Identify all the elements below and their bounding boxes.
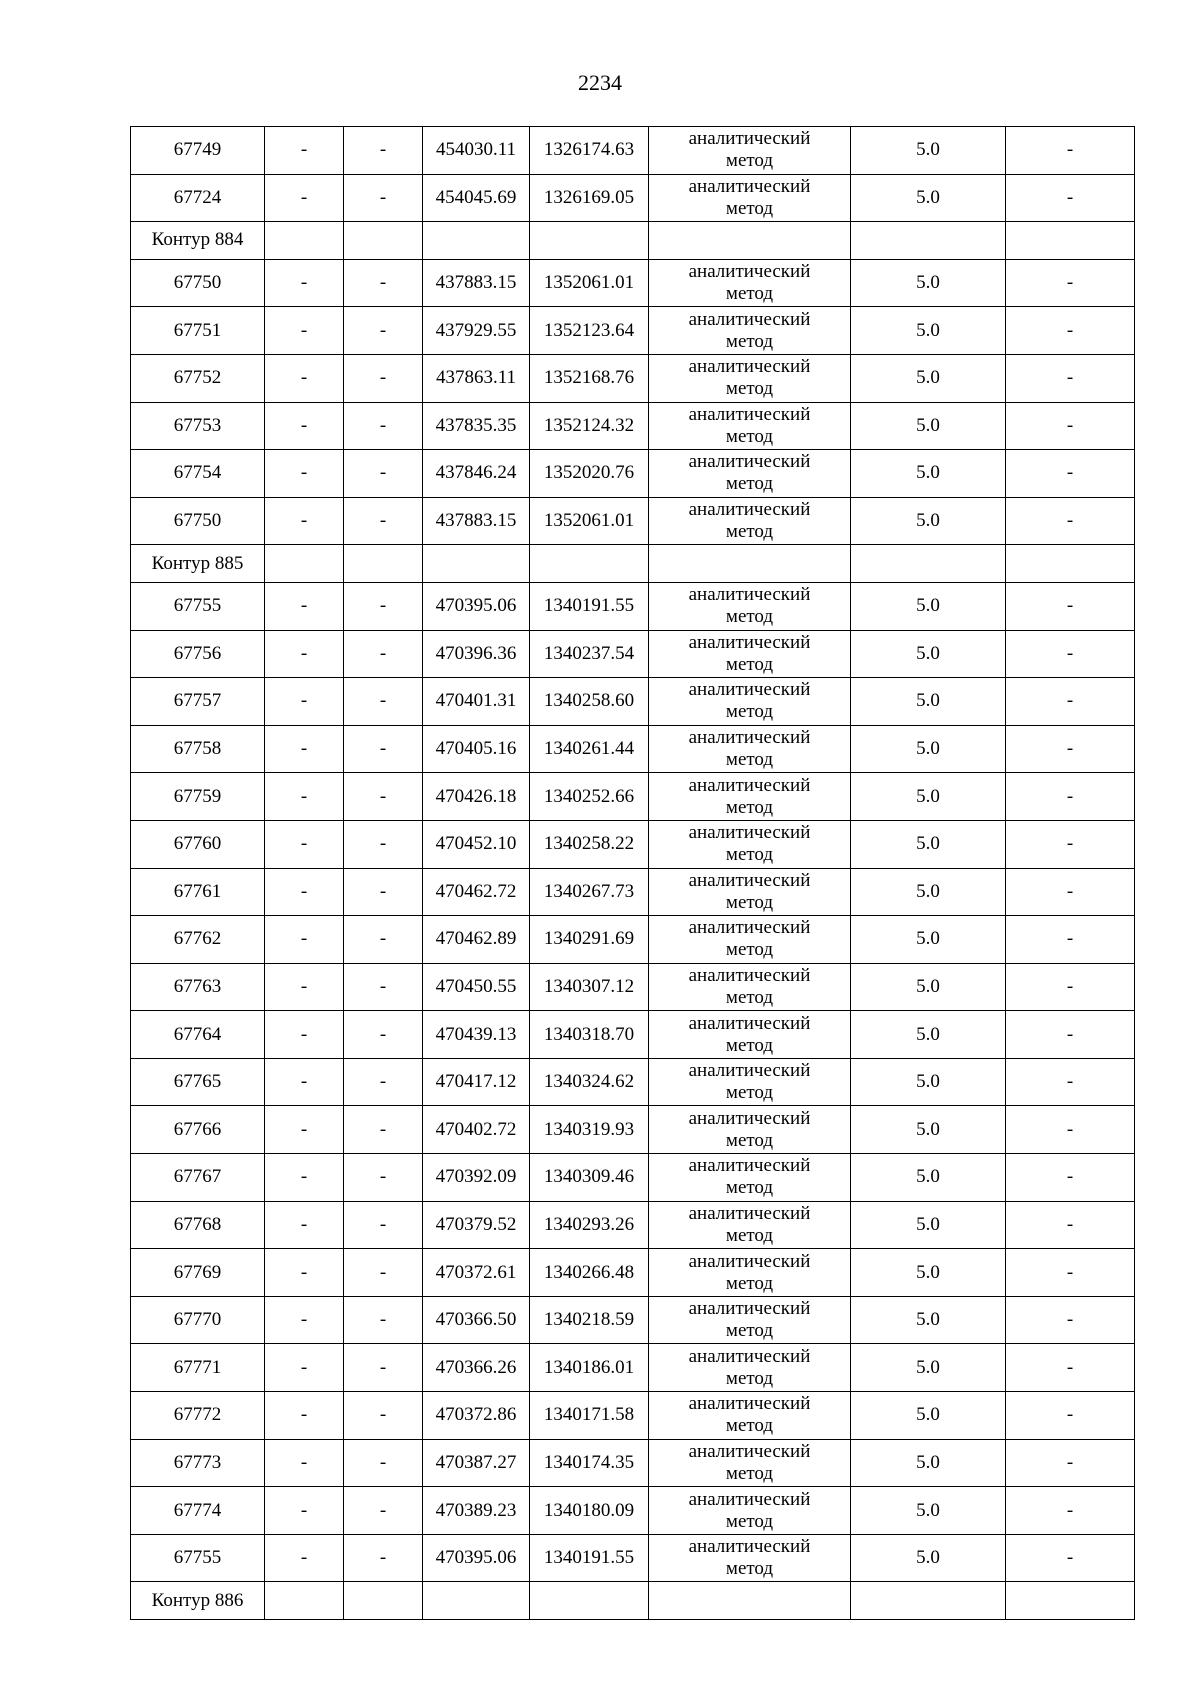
coord-y-cell: 1326169.05 bbox=[530, 174, 649, 222]
col-8-cell: - bbox=[1006, 916, 1135, 964]
table-row bbox=[131, 678, 1135, 726]
col-2-cell: - bbox=[265, 174, 344, 222]
col-8-cell: - bbox=[1006, 174, 1135, 222]
accuracy-cell: 5.0 bbox=[851, 1106, 1006, 1154]
accuracy-cell: 5.0 bbox=[851, 1534, 1006, 1582]
col-3-cell: - bbox=[344, 1011, 423, 1059]
coord-x-cell: 470401.31 bbox=[423, 678, 530, 726]
empty-cell bbox=[423, 1582, 530, 1620]
empty-cell bbox=[851, 222, 1006, 260]
empty-cell bbox=[423, 222, 530, 260]
coord-x-cell: 437846.24 bbox=[423, 450, 530, 498]
col-3-cell: - bbox=[344, 1249, 423, 1297]
col-8-cell: - bbox=[1006, 1154, 1135, 1202]
col-8-cell: - bbox=[1006, 1487, 1135, 1535]
point-number-cell: 67773 bbox=[131, 1439, 265, 1487]
accuracy-cell: 5.0 bbox=[851, 678, 1006, 726]
accuracy-cell: 5.0 bbox=[851, 1296, 1006, 1344]
col-3-cell: - bbox=[344, 354, 423, 402]
accuracy-cell: 5.0 bbox=[851, 497, 1006, 545]
coord-y-cell: 1340267.73 bbox=[530, 868, 649, 916]
table-row bbox=[131, 307, 1135, 355]
method-cell: аналитический метод bbox=[649, 1534, 851, 1582]
empty-cell bbox=[530, 1582, 649, 1620]
col-8-cell: - bbox=[1006, 1011, 1135, 1059]
col-2-cell: - bbox=[265, 773, 344, 821]
accuracy-cell: 5.0 bbox=[851, 1201, 1006, 1249]
accuracy-cell: 5.0 bbox=[851, 963, 1006, 1011]
accuracy-cell: 5.0 bbox=[851, 354, 1006, 402]
col-3-cell: - bbox=[344, 1344, 423, 1392]
table-row bbox=[131, 725, 1135, 773]
col-8-cell: - bbox=[1006, 1392, 1135, 1440]
coord-y-cell: 1340218.59 bbox=[530, 1296, 649, 1344]
point-number-cell: 67760 bbox=[131, 820, 265, 868]
coord-y-cell: 1340258.22 bbox=[530, 820, 649, 868]
col-3-cell: - bbox=[344, 1058, 423, 1106]
coord-y-cell: 1340318.70 bbox=[530, 1011, 649, 1059]
coord-y-cell: 1340258.60 bbox=[530, 678, 649, 726]
col-8-cell: - bbox=[1006, 307, 1135, 355]
coord-y-cell: 1340324.62 bbox=[530, 1058, 649, 1106]
coord-x-cell: 470402.72 bbox=[423, 1106, 530, 1154]
col-2-cell: - bbox=[265, 725, 344, 773]
accuracy-cell: 5.0 bbox=[851, 1011, 1006, 1059]
coord-y-cell: 1340266.48 bbox=[530, 1249, 649, 1297]
accuracy-cell: 5.0 bbox=[851, 1439, 1006, 1487]
empty-cell bbox=[423, 545, 530, 583]
coord-x-cell: 470405.16 bbox=[423, 725, 530, 773]
coord-x-cell: 470366.26 bbox=[423, 1344, 530, 1392]
col-3-cell: - bbox=[344, 868, 423, 916]
col-8-cell: - bbox=[1006, 868, 1135, 916]
col-2-cell: - bbox=[265, 630, 344, 678]
coord-y-cell: 1340237.54 bbox=[530, 630, 649, 678]
accuracy-cell: 5.0 bbox=[851, 868, 1006, 916]
contour-header-row bbox=[131, 1582, 1135, 1620]
empty-cell bbox=[344, 545, 423, 583]
col-2-cell: - bbox=[265, 1534, 344, 1582]
table-row bbox=[131, 820, 1135, 868]
accuracy-cell: 5.0 bbox=[851, 127, 1006, 175]
table-row bbox=[131, 1344, 1135, 1392]
coord-x-cell: 470372.86 bbox=[423, 1392, 530, 1440]
col-8-cell: - bbox=[1006, 1296, 1135, 1344]
table-row bbox=[131, 1154, 1135, 1202]
point-number-cell: 67752 bbox=[131, 354, 265, 402]
method-cell: аналитический метод bbox=[649, 1011, 851, 1059]
empty-cell bbox=[649, 222, 851, 260]
col-3-cell: - bbox=[344, 820, 423, 868]
col-3-cell: - bbox=[344, 963, 423, 1011]
contour-label: Контур 886 bbox=[131, 1582, 265, 1620]
coord-x-cell: 437863.11 bbox=[423, 354, 530, 402]
empty-cell bbox=[1006, 1582, 1135, 1620]
coord-x-cell: 454030.11 bbox=[423, 127, 530, 175]
point-number-cell: 67756 bbox=[131, 630, 265, 678]
contour-label: Контур 884 bbox=[131, 222, 265, 260]
col-3-cell: - bbox=[344, 1201, 423, 1249]
method-cell: аналитический метод bbox=[649, 259, 851, 307]
col-3-cell: - bbox=[344, 1439, 423, 1487]
accuracy-cell: 5.0 bbox=[851, 582, 1006, 630]
method-cell: аналитический метод bbox=[649, 1201, 851, 1249]
table-row bbox=[131, 1106, 1135, 1154]
accuracy-cell: 5.0 bbox=[851, 725, 1006, 773]
col-2-cell: - bbox=[265, 916, 344, 964]
col-3-cell: - bbox=[344, 1296, 423, 1344]
accuracy-cell: 5.0 bbox=[851, 174, 1006, 222]
empty-cell bbox=[265, 545, 344, 583]
method-cell: аналитический метод bbox=[649, 773, 851, 821]
table-row bbox=[131, 916, 1135, 964]
col-2-cell: - bbox=[265, 1201, 344, 1249]
table-row bbox=[131, 1058, 1135, 1106]
col-8-cell: - bbox=[1006, 725, 1135, 773]
col-8-cell: - bbox=[1006, 1439, 1135, 1487]
method-cell: аналитический метод bbox=[649, 820, 851, 868]
coord-y-cell: 1352123.64 bbox=[530, 307, 649, 355]
coord-y-cell: 1340180.09 bbox=[530, 1487, 649, 1535]
accuracy-cell: 5.0 bbox=[851, 820, 1006, 868]
accuracy-cell: 5.0 bbox=[851, 916, 1006, 964]
coord-x-cell: 470439.13 bbox=[423, 1011, 530, 1059]
col-2-cell: - bbox=[265, 307, 344, 355]
col-8-cell: - bbox=[1006, 127, 1135, 175]
col-8-cell: - bbox=[1006, 497, 1135, 545]
accuracy-cell: 5.0 bbox=[851, 1249, 1006, 1297]
accuracy-cell: 5.0 bbox=[851, 1154, 1006, 1202]
method-cell: аналитический метод bbox=[649, 582, 851, 630]
col-2-cell: - bbox=[265, 1439, 344, 1487]
method-cell: аналитический метод bbox=[649, 1487, 851, 1535]
col-2-cell: - bbox=[265, 582, 344, 630]
coord-x-cell: 470462.89 bbox=[423, 916, 530, 964]
coord-y-cell: 1340174.35 bbox=[530, 1439, 649, 1487]
page-number: 2234 bbox=[578, 70, 622, 95]
point-number-cell: 67765 bbox=[131, 1058, 265, 1106]
col-2-cell: - bbox=[265, 1392, 344, 1440]
table-row bbox=[131, 450, 1135, 498]
col-2-cell: - bbox=[265, 1344, 344, 1392]
col-2-cell: - bbox=[265, 354, 344, 402]
col-3-cell: - bbox=[344, 450, 423, 498]
method-cell: аналитический метод bbox=[649, 307, 851, 355]
point-number-cell: 67749 bbox=[131, 127, 265, 175]
table-row bbox=[131, 1439, 1135, 1487]
method-cell: аналитический метод bbox=[649, 1154, 851, 1202]
method-cell: аналитический метод bbox=[649, 354, 851, 402]
method-cell: аналитический метод bbox=[649, 497, 851, 545]
coord-x-cell: 470452.10 bbox=[423, 820, 530, 868]
coord-x-cell: 470379.52 bbox=[423, 1201, 530, 1249]
table-row bbox=[131, 1011, 1135, 1059]
table-row bbox=[131, 1296, 1135, 1344]
table-row bbox=[131, 1249, 1135, 1297]
col-2-cell: - bbox=[265, 259, 344, 307]
empty-cell bbox=[649, 1582, 851, 1620]
accuracy-cell: 5.0 bbox=[851, 1487, 1006, 1535]
method-cell: аналитический метод bbox=[649, 127, 851, 175]
coord-y-cell: 1326174.63 bbox=[530, 127, 649, 175]
method-cell: аналитический метод bbox=[649, 1392, 851, 1440]
col-2-cell: - bbox=[265, 450, 344, 498]
point-number-cell: 67767 bbox=[131, 1154, 265, 1202]
table-row bbox=[131, 174, 1135, 222]
col-2-cell: - bbox=[265, 1011, 344, 1059]
col-2-cell: - bbox=[265, 402, 344, 450]
method-cell: аналитический метод bbox=[649, 1106, 851, 1154]
coord-y-cell: 1340191.55 bbox=[530, 1534, 649, 1582]
accuracy-cell: 5.0 bbox=[851, 630, 1006, 678]
col-3-cell: - bbox=[344, 630, 423, 678]
empty-cell bbox=[265, 222, 344, 260]
table-row bbox=[131, 773, 1135, 821]
method-cell: аналитический метод bbox=[649, 725, 851, 773]
coord-y-cell: 1352061.01 bbox=[530, 259, 649, 307]
point-number-cell: 67724 bbox=[131, 174, 265, 222]
coord-x-cell: 470372.61 bbox=[423, 1249, 530, 1297]
point-number-cell: 67766 bbox=[131, 1106, 265, 1154]
table-row bbox=[131, 1392, 1135, 1440]
col-8-cell: - bbox=[1006, 402, 1135, 450]
col-2-cell: - bbox=[265, 820, 344, 868]
empty-cell bbox=[344, 1582, 423, 1620]
coord-y-cell: 1352168.76 bbox=[530, 354, 649, 402]
col-8-cell: - bbox=[1006, 820, 1135, 868]
col-2-cell: - bbox=[265, 1058, 344, 1106]
point-number-cell: 67751 bbox=[131, 307, 265, 355]
contour-label: Контур 885 bbox=[131, 545, 265, 583]
point-number-cell: 67769 bbox=[131, 1249, 265, 1297]
method-cell: аналитический метод bbox=[649, 678, 851, 726]
coord-x-cell: 437883.15 bbox=[423, 259, 530, 307]
col-8-cell: - bbox=[1006, 1534, 1135, 1582]
accuracy-cell: 5.0 bbox=[851, 307, 1006, 355]
table-row bbox=[131, 582, 1135, 630]
accuracy-cell: 5.0 bbox=[851, 1392, 1006, 1440]
empty-cell bbox=[1006, 545, 1135, 583]
coord-x-cell: 470426.18 bbox=[423, 773, 530, 821]
col-3-cell: - bbox=[344, 1487, 423, 1535]
col-3-cell: - bbox=[344, 725, 423, 773]
empty-cell bbox=[851, 1582, 1006, 1620]
coord-x-cell: 470417.12 bbox=[423, 1058, 530, 1106]
table-row bbox=[131, 497, 1135, 545]
point-number-cell: 67764 bbox=[131, 1011, 265, 1059]
contour-header-row bbox=[131, 545, 1135, 583]
table-row bbox=[131, 1534, 1135, 1582]
method-cell: аналитический метод bbox=[649, 868, 851, 916]
point-number-cell: 67770 bbox=[131, 1296, 265, 1344]
point-number-cell: 67757 bbox=[131, 678, 265, 726]
coord-y-cell: 1340293.26 bbox=[530, 1201, 649, 1249]
coord-x-cell: 470396.36 bbox=[423, 630, 530, 678]
point-number-cell: 67755 bbox=[131, 1534, 265, 1582]
coord-y-cell: 1340291.69 bbox=[530, 916, 649, 964]
coord-x-cell: 470392.09 bbox=[423, 1154, 530, 1202]
col-2-cell: - bbox=[265, 1296, 344, 1344]
point-number-cell: 67759 bbox=[131, 773, 265, 821]
coord-x-cell: 437883.15 bbox=[423, 497, 530, 545]
contour-header-row bbox=[131, 222, 1135, 260]
col-2-cell: - bbox=[265, 868, 344, 916]
table-row bbox=[131, 354, 1135, 402]
point-number-cell: 67761 bbox=[131, 868, 265, 916]
col-2-cell: - bbox=[265, 963, 344, 1011]
coord-x-cell: 470450.55 bbox=[423, 963, 530, 1011]
accuracy-cell: 5.0 bbox=[851, 1058, 1006, 1106]
point-number-cell: 67771 bbox=[131, 1344, 265, 1392]
coord-y-cell: 1340319.93 bbox=[530, 1106, 649, 1154]
point-number-cell: 67758 bbox=[131, 725, 265, 773]
col-3-cell: - bbox=[344, 773, 423, 821]
empty-cell bbox=[530, 545, 649, 583]
point-number-cell: 67762 bbox=[131, 916, 265, 964]
method-cell: аналитический метод bbox=[649, 963, 851, 1011]
point-number-cell: 67753 bbox=[131, 402, 265, 450]
coord-y-cell: 1352020.76 bbox=[530, 450, 649, 498]
coord-y-cell: 1340261.44 bbox=[530, 725, 649, 773]
empty-cell bbox=[344, 222, 423, 260]
col-8-cell: - bbox=[1006, 582, 1135, 630]
accuracy-cell: 5.0 bbox=[851, 259, 1006, 307]
empty-cell bbox=[1006, 222, 1135, 260]
table-row bbox=[131, 630, 1135, 678]
point-number-cell: 67755 bbox=[131, 582, 265, 630]
coord-y-cell: 1340171.58 bbox=[530, 1392, 649, 1440]
point-number-cell: 67750 bbox=[131, 497, 265, 545]
point-number-cell: 67768 bbox=[131, 1201, 265, 1249]
method-cell: аналитический метод bbox=[649, 1296, 851, 1344]
coord-x-cell: 470395.06 bbox=[423, 1534, 530, 1582]
col-3-cell: - bbox=[344, 1534, 423, 1582]
col-3-cell: - bbox=[344, 1106, 423, 1154]
point-number-cell: 67763 bbox=[131, 963, 265, 1011]
col-3-cell: - bbox=[344, 259, 423, 307]
coordinates-table bbox=[130, 126, 1135, 1620]
col-3-cell: - bbox=[344, 678, 423, 726]
accuracy-cell: 5.0 bbox=[851, 773, 1006, 821]
col-3-cell: - bbox=[344, 307, 423, 355]
method-cell: аналитический метод bbox=[649, 174, 851, 222]
table-row bbox=[131, 1201, 1135, 1249]
method-cell: аналитический метод bbox=[649, 402, 851, 450]
empty-cell bbox=[265, 1582, 344, 1620]
coord-x-cell: 470395.06 bbox=[423, 582, 530, 630]
col-8-cell: - bbox=[1006, 450, 1135, 498]
col-3-cell: - bbox=[344, 1392, 423, 1440]
method-cell: аналитический метод bbox=[649, 916, 851, 964]
col-2-cell: - bbox=[265, 127, 344, 175]
coord-x-cell: 454045.69 bbox=[423, 174, 530, 222]
col-3-cell: - bbox=[344, 127, 423, 175]
point-number-cell: 67754 bbox=[131, 450, 265, 498]
coord-y-cell: 1352124.32 bbox=[530, 402, 649, 450]
col-2-cell: - bbox=[265, 678, 344, 726]
accuracy-cell: 5.0 bbox=[851, 1344, 1006, 1392]
point-number-cell: 67774 bbox=[131, 1487, 265, 1535]
table-row bbox=[131, 127, 1135, 175]
method-cell: аналитический метод bbox=[649, 1344, 851, 1392]
coord-x-cell: 470366.50 bbox=[423, 1296, 530, 1344]
empty-cell bbox=[649, 545, 851, 583]
col-8-cell: - bbox=[1006, 1106, 1135, 1154]
coord-y-cell: 1340191.55 bbox=[530, 582, 649, 630]
method-cell: аналитический метод bbox=[649, 1249, 851, 1297]
empty-cell bbox=[530, 222, 649, 260]
coord-y-cell: 1352061.01 bbox=[530, 497, 649, 545]
coord-x-cell: 437929.55 bbox=[423, 307, 530, 355]
table-row bbox=[131, 868, 1135, 916]
col-2-cell: - bbox=[265, 1106, 344, 1154]
point-number-cell: 67772 bbox=[131, 1392, 265, 1440]
col-3-cell: - bbox=[344, 402, 423, 450]
method-cell: аналитический метод bbox=[649, 450, 851, 498]
col-8-cell: - bbox=[1006, 963, 1135, 1011]
col-8-cell: - bbox=[1006, 678, 1135, 726]
coord-x-cell: 470387.27 bbox=[423, 1439, 530, 1487]
table-row bbox=[131, 963, 1135, 1011]
coord-y-cell: 1340307.12 bbox=[530, 963, 649, 1011]
coord-y-cell: 1340252.66 bbox=[530, 773, 649, 821]
table-row bbox=[131, 1487, 1135, 1535]
col-3-cell: - bbox=[344, 1154, 423, 1202]
col-8-cell: - bbox=[1006, 354, 1135, 402]
coord-x-cell: 437835.35 bbox=[423, 402, 530, 450]
col-2-cell: - bbox=[265, 1154, 344, 1202]
col-8-cell: - bbox=[1006, 1249, 1135, 1297]
empty-cell bbox=[851, 545, 1006, 583]
col-2-cell: - bbox=[265, 497, 344, 545]
coord-x-cell: 470389.23 bbox=[423, 1487, 530, 1535]
col-8-cell: - bbox=[1006, 630, 1135, 678]
col-3-cell: - bbox=[344, 174, 423, 222]
col-8-cell: - bbox=[1006, 773, 1135, 821]
col-2-cell: - bbox=[265, 1487, 344, 1535]
accuracy-cell: 5.0 bbox=[851, 402, 1006, 450]
method-cell: аналитический метод bbox=[649, 1058, 851, 1106]
col-8-cell: - bbox=[1006, 1201, 1135, 1249]
accuracy-cell: 5.0 bbox=[851, 450, 1006, 498]
table-row bbox=[131, 402, 1135, 450]
table-row bbox=[131, 259, 1135, 307]
coord-y-cell: 1340309.46 bbox=[530, 1154, 649, 1202]
col-3-cell: - bbox=[344, 916, 423, 964]
method-cell: аналитический метод bbox=[649, 1439, 851, 1487]
method-cell: аналитический метод bbox=[649, 630, 851, 678]
col-8-cell: - bbox=[1006, 1344, 1135, 1392]
col-8-cell: - bbox=[1006, 1058, 1135, 1106]
coord-y-cell: 1340186.01 bbox=[530, 1344, 649, 1392]
col-3-cell: - bbox=[344, 582, 423, 630]
coord-x-cell: 470462.72 bbox=[423, 868, 530, 916]
col-2-cell: - bbox=[265, 1249, 344, 1297]
col-3-cell: - bbox=[344, 497, 423, 545]
col-8-cell: - bbox=[1006, 259, 1135, 307]
point-number-cell: 67750 bbox=[131, 259, 265, 307]
table-body bbox=[131, 127, 1135, 1620]
